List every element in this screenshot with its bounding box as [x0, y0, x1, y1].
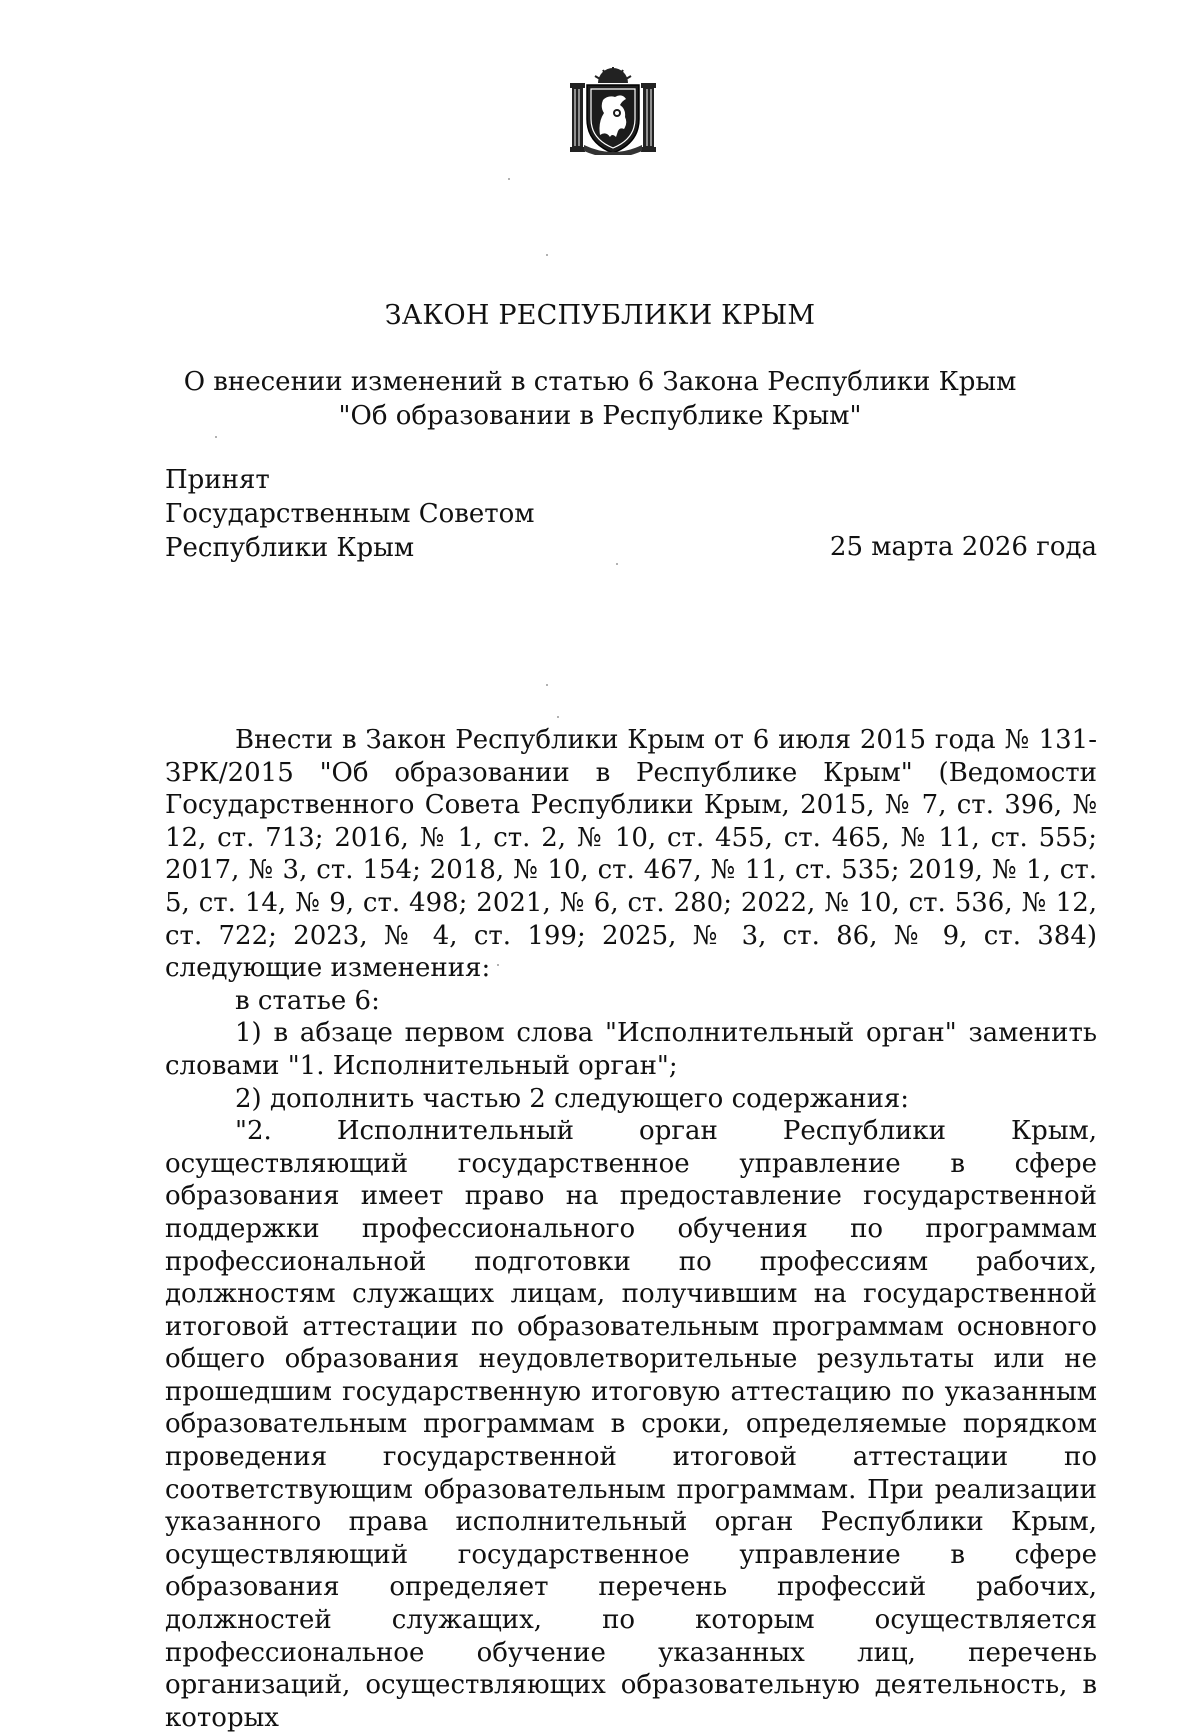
amendment-item-2: 2) дополнить частью 2 следующего содержания:: [235, 1083, 910, 1114]
coat-of-arms-icon: [570, 67, 656, 155]
scan-speck: [546, 684, 548, 686]
subtitle-line: О внесении изменений в статью 6 Закона Республики Крым: [183, 367, 1017, 397]
document-subtitle: [0, 365, 1200, 433]
adoption-line: Принят: [165, 465, 270, 495]
adoption-line: Республики Крым: [165, 533, 415, 563]
article-paragraph: в статье 6:: [235, 985, 380, 1016]
adoption-date: 25 марта 2026 года: [829, 532, 1097, 562]
document-title: ЗАКОН РЕСПУБЛИКИ КРЫМ: [384, 300, 816, 331]
adoption-line: Государственным Советом: [165, 499, 535, 529]
scan-speck: [215, 436, 217, 438]
law-body: [165, 724, 1097, 1734]
scan-speck: [546, 254, 548, 256]
new-part-2-paragraph: "2. Исполнительный орган Республики Крым, осуществляющий государственное управление в сфере образования имеет право на предоставление государственной поддержки профессионального обучения по программам профессиональной подготовки по профессиям рабочих, должностям служащих лицам, получившим на государственной итоговой аттестации по образовательным программам основного общего образования неудовлетворительные результаты или не прошедшим государственную итоговую аттестацию по указанным образовательным программам в сроки, определяемые порядком проведения государственной итоговой аттестации по соответствующим образовательным программам. При реализации указанного права исполнительный орган Республики Крым, осуществляющий государственное управление в сфере образования определяет перечень профессий рабочих, должностей служащих, по которым осуществляется профессиональное обучение указанных лиц, перечень организаций, осуществляющих образовательную деятельность, в которых: [165, 1116, 1097, 1733]
subtitle-line: "Об образовании в Республике Крым": [338, 401, 862, 431]
intro-paragraph: Внести в Закон Республики Крым от 6 июля 2015 года № 131-ЗРК/2015 "Об образовании в Республике Крым" (Ведомости Государственного Совета Республики Крым, 2015, № 7, ст. 396, № 12, ст. 713; 2016, № 1, ст. 2, № 10, ст. 455, ст. 465, № 11, ст. 555; 2017, № 3, ст. 154; 2018, № 10, ст. 467, № 11, ст. 535; 2019, № 1, ст. 5, ст. 14, № 9, ст. 498; 2021, № 6, ст. 280; 2022, № 10, ст. 536, № 12, ст. 722; 2023, № 4, ст. 199; 2025, № 3, ст. 86, № 9, ст. 384) следующие изменения:: [165, 725, 1097, 984]
scan-speck: [616, 563, 618, 565]
scan-speck: [557, 716, 559, 718]
scan-speck: [497, 964, 499, 966]
amendment-item-1: 1) в абзаце первом слова "Исполнительный орган" заменить словами "1. Исполнительный орган";: [165, 1018, 1097, 1081]
adoption-block: [165, 463, 535, 565]
scan-speck: [508, 178, 510, 180]
